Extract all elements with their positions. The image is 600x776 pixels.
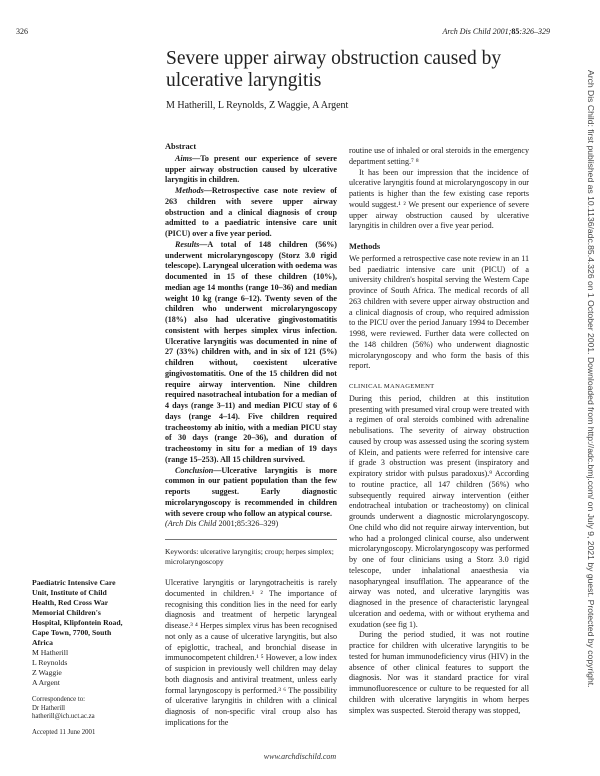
aims-text: —To present our experience of severe upper airway obstruction caused by ulcerative laryngitis in children. xyxy=(165,153,337,185)
author-name: A Argent xyxy=(32,678,60,687)
clinical-paragraph-2: During the period studied, it was not routine practice for children with ulcerative laryngitis to be tested for human immunodeficiency virus (HIV) in the absence of other clinical features to support the diagnosis. Nor was it standard practice for viral immunofluorescence or culture to be requested for all children with ulcerative laryngitis in whom herpes simplex was suspected. Steroid therapy was stopped, xyxy=(349,630,529,715)
right-paragraph-1: routine use of inhaled or oral steroids in the emergency department setting.⁷ ⁸ xyxy=(349,146,529,166)
download-side-note: Arch Dis Child: first published as 10.1136/adc.85.4.326 on 1 October 2001. Downloaded from http://adc.bmj.com/ on July 9, 2021 by guest. Protected by copyright. xyxy=(586,70,596,688)
citation-journal: Arch Dis Child xyxy=(167,519,217,529)
conclusion-label: Conclusion xyxy=(175,465,214,475)
right-paragraph-2: It has been our impression that the incidence of ulcerative laryngitis found at microlaryngoscopy in our patients is higher than the few existing case reports would suggest.¹ ² We present our experience of severe upper airway obstruction caused by ulcerative laryngitis in children over a five year period. xyxy=(349,167,529,231)
correspondence-name: Dr Hatherill xyxy=(32,704,66,712)
abstract-aims xyxy=(165,154,337,186)
abstract-citation: (Arch Dis Child 2001;85:326–329) xyxy=(165,519,279,529)
abstract-methods xyxy=(165,186,337,240)
affiliation-address: Paediatric Intensive Care Unit, Institute of Child Health, Red Cross War Memorial Children's Hospital, Klipfontein Road, Cape Town, 7700, South Africa xyxy=(32,578,123,647)
methods-heading: Methods xyxy=(349,242,381,251)
author-name: L Reynolds xyxy=(32,658,68,667)
abstract-results xyxy=(165,240,337,466)
clinical-management-heading: CLINICAL MANAGEMENT xyxy=(349,383,435,390)
running-head-year: 2001; xyxy=(492,27,512,36)
keywords: Keywords: ulcerative laryngitis; croup; herpes simplex; microlaryngoscopy xyxy=(165,547,334,566)
footer-url[interactable]: www.archdischild.com xyxy=(263,752,337,761)
running-head-pages: :326–329 xyxy=(519,27,550,36)
results-label: Results xyxy=(175,239,200,249)
intro-paragraph: Ulcerative laryngitis or laryngotracheitis is rarely documented in children.¹ ² The importance of recognising this condition lies in the need for early diagnosis and treatment of herpetic laryngeal disease.³ ⁴ Herpes simplex virus has been recognised not only as a cause of ulcerative laryngitis, but also of epiglottic, tracheal, and bronchial disease in immunocompetent children.¹ ⁵ However, a low index of suspicion in previously well children may delay both diagnosis and antiviral treatment, unless early formal laryngoscopy is performed.³ ⁶ The possibility of ulcerative laryngitis in children with a clinical diagnosis of non-specific viral croup also has implications for the xyxy=(165,578,337,727)
introduction-left xyxy=(165,578,337,729)
article-authors: M Hatherill, L Reynolds, Z Waggie, A Argent xyxy=(166,100,349,111)
accepted-date: Accepted 11 June 2001 xyxy=(32,728,96,736)
keywords-divider xyxy=(165,539,337,540)
author-name: Z Waggie xyxy=(32,668,62,677)
clinical-paragraph-1: During this period, children at this institution presenting with presumed viral croup were treated with a regimen of oral steroids combined with adrenaline nebulisations. The severity of airway obstruction caused by croup was assessed using the scoring system of Klein, and patients were referred for intensive care if grade 3 obstruction was present (inspiratory and expiratory stridor with pulsus paradoxus).⁹ According to routine practice, all 147 children (56%) who subsequently required airway intervention (either endotracheal intubation or tracheostomy) on clinical grounds underwent a diagnostic microlaryngoscopy. One child who did not require airway intervention, but who had a prolonged clinical course, also underwent microlaryngoscopy. Microlaryngoscopy was performed by one of four clinicians using a Storz 3.0 rigid telescope, under inhalational anaesthesia via nasopharyngeal insufflation. The appearance of the airway was noted, and ulcerative laryngitis was diagnosed in the presence of characteristic laryngeal ulceration and oedema, with or without erythema and exudation (see fig 1). xyxy=(349,393,529,629)
running-head-volume: 85 xyxy=(511,27,520,36)
conclusion-text: —Ulcerative laryngitis is more common in our patient population than the few reports suggest. Early diagnostic microlaryngoscopy is recommended in children with severe croup who follow an atypical course. xyxy=(165,465,337,518)
aims-label: Aims xyxy=(175,153,193,163)
results-text: —A total of 148 children (56%) underwent microlaryngoscopy (Storz 3.0 rigid telescope). Laryngeal ulceration with oedema was documented in 15 of these children (10%), median age 14 months (range 10–36) and median weight 10 kg (range 6–12). Twenty seven of the children who underwent microlaryngoscopy (18%) also had ulcerative gingivostomatitis consistent with herpes simplex virus infection. Ulcerative laryngitis was documented in nine of 27 (33%) children with, and in six of 121 (5%) children without, coexistent ulcerative gingivostomatitis. One of the 15 children did not require airway intervention. Nine children required nasotracheal intubation for a median of 4 days (range 3–11) and median PICU stay of 6 days (range 4–14). Five children required tracheostomy ab initio, with a median PICU stay of 30 days (range 20–36), and duration of tracheostomy in situ for a median of 19 days (range 15–253). All 15 children survived. xyxy=(165,239,337,464)
abstract-block xyxy=(165,142,337,530)
correspondence-email[interactable]: hatherill@ich.uct.ac.za xyxy=(32,713,95,721)
citation-rest: 2001;85:326–329) xyxy=(218,519,279,529)
abstract-heading: Abstract xyxy=(165,142,197,151)
abstract-conclusion xyxy=(165,466,337,520)
methods-text: —Retrospective case note review of 263 children with severe upper airway obstruction and a clinical diagnosis of croup admitted to a paediatric intensive care unit (PICU) over a five year period. xyxy=(165,186,337,238)
right-column xyxy=(349,146,529,716)
author-name: M Hatherill xyxy=(32,648,69,657)
methods-label: Methods xyxy=(175,186,204,195)
methods-paragraph: We performed a retrospective case note review in an 11 bed paediatric intensive care unit (PICU) of a university children's hospital serving the Western Cape province of South Africa. The medical records of all 263 children with severe upper airway obstruction and a clinical diagnosis of croup, who required admission to the PICU over the period January 1994 to December 1998, were reviewed. Further data were collected on the 148 children (56%) who underwent diagnostic microlaryngoscopy and who form the basis of this report. xyxy=(349,253,529,371)
article-title: Severe upper airway obstruction caused by ulcerative laryngitis xyxy=(166,48,502,91)
author-affiliation-sidebar xyxy=(32,578,130,737)
running-head-journal: Arch Dis Child xyxy=(442,27,491,36)
page-number: 326 xyxy=(16,27,28,36)
running-head xyxy=(443,27,551,36)
correspondence-label: Correspondence to: xyxy=(32,696,86,703)
